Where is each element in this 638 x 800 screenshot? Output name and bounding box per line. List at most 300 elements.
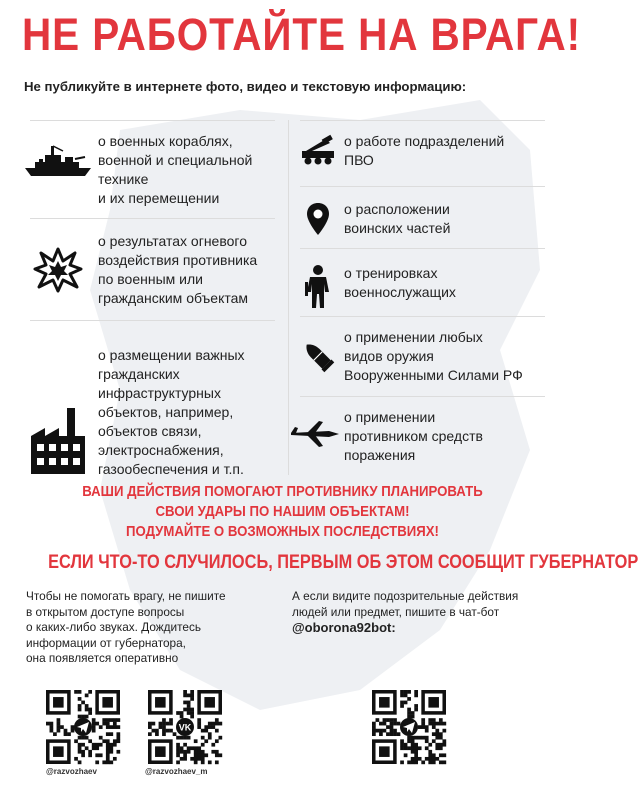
qr-module (176, 760, 180, 764)
qr-module (180, 711, 184, 715)
qr-module (390, 722, 394, 726)
qr-module (106, 757, 110, 761)
qr-module (180, 736, 184, 740)
qr-module (428, 753, 432, 757)
qr-module (442, 739, 446, 743)
qr-module (183, 750, 187, 754)
vk-glyph: VK (178, 722, 192, 733)
qr-module (376, 718, 380, 722)
item-text: о применении противником средств поражения (344, 409, 483, 463)
qr-module (411, 750, 415, 754)
qr-module (113, 718, 117, 722)
qr-module (201, 753, 205, 757)
qr-module (204, 739, 208, 743)
qr-module (425, 746, 429, 750)
qr-module (99, 736, 103, 740)
qr-module (208, 736, 212, 740)
qr-module (435, 746, 439, 750)
qr-finder-pattern (148, 739, 173, 764)
divider (30, 120, 275, 121)
qr-module (372, 725, 376, 729)
qr-module (435, 722, 439, 726)
qr-module (173, 732, 177, 736)
qr-module (404, 753, 408, 757)
qr-module (116, 718, 120, 722)
item-text: о военных кораблях, военной и специальной технике и их перемещении (98, 133, 253, 206)
qr-code-telegram[interactable] (46, 690, 120, 764)
qr-module (201, 757, 205, 761)
qr-module (414, 736, 418, 740)
qr-module (439, 743, 443, 747)
qr-module (71, 729, 75, 733)
qr-module (190, 757, 194, 761)
qr-module (393, 722, 397, 726)
qr-module (148, 725, 152, 729)
qr-module (425, 729, 429, 733)
qr-module (85, 708, 89, 712)
qr-module (425, 739, 429, 743)
qr-module (425, 736, 429, 740)
qr-module (162, 725, 166, 729)
qr-module (407, 746, 411, 750)
qr-module (113, 722, 117, 726)
qr-module (215, 718, 219, 722)
warning-line-3: ПОДУМАЙТЕ О ВОЗМОЖНЫХ ПОСЛЕДСТВИЯХ! (126, 523, 439, 540)
item-text: о работе подразделений ПВО (344, 133, 505, 168)
qr-caption: @razvozhaev_m (145, 767, 208, 776)
qr-module (190, 690, 194, 694)
qr-module (187, 701, 191, 705)
qr-module (421, 736, 425, 740)
qr-module (418, 746, 422, 750)
qr-caption: @razvozhaev (46, 767, 97, 776)
qr-module (148, 732, 152, 736)
qr-module (176, 746, 180, 750)
qr-module (190, 694, 194, 698)
qr-module (106, 718, 110, 722)
qr-module (74, 757, 78, 761)
qr-module (208, 760, 212, 764)
qr-module (204, 753, 208, 757)
qr-module (106, 739, 110, 743)
air-defense-icon (294, 132, 342, 168)
qr-module (411, 757, 415, 761)
qr-module (390, 732, 394, 736)
qr-module (383, 722, 387, 726)
subtitle: Не публикуйте в интернете фото, видео и текстовую информацию: (24, 79, 467, 94)
qr-module (155, 729, 159, 733)
qr-module (414, 757, 418, 761)
qr-module (432, 757, 436, 761)
qr-module (106, 750, 110, 754)
qr-module (88, 739, 92, 743)
qr-module (428, 750, 432, 754)
qr-module (372, 732, 376, 736)
qr-module (99, 743, 103, 747)
qr-module (407, 690, 411, 694)
qr-module (78, 704, 82, 708)
qr-module (148, 722, 152, 726)
qr-module (400, 694, 404, 698)
qr-module (390, 729, 394, 733)
qr-module (197, 746, 201, 750)
qr-module (379, 732, 383, 736)
qr-module (106, 732, 110, 736)
qr-module (418, 736, 422, 740)
qr-module (92, 729, 96, 733)
qr-module (400, 704, 404, 708)
list-item-warships (22, 132, 278, 208)
divider (300, 186, 545, 187)
qr-module (78, 746, 82, 750)
qr-module (208, 732, 212, 736)
qr-module (92, 722, 96, 726)
qr-module (116, 750, 120, 754)
qr-module (187, 746, 191, 750)
qr-module (397, 722, 401, 726)
list-item-infrastructure (22, 346, 283, 479)
qr-module (74, 739, 78, 743)
qr-module (215, 750, 219, 754)
item-text: о расположении воинских частей (344, 201, 451, 236)
qr-module (53, 732, 57, 736)
qr-module (439, 732, 443, 736)
qr-module (109, 718, 113, 722)
qr-module (197, 725, 201, 729)
divider (300, 248, 545, 249)
qr-module (78, 750, 82, 754)
qr-finder-pattern (197, 690, 222, 715)
qr-module (439, 722, 443, 726)
qr-module (159, 725, 163, 729)
qr-finder-pattern (372, 739, 397, 764)
qr-module (414, 750, 418, 754)
qr-module (411, 715, 415, 719)
qr-module (414, 746, 418, 750)
warning-line-2: СВОИ УДАРЫ ПО НАШИМ ОБЪЕКТАМ! (155, 503, 410, 520)
qr-module (404, 743, 408, 747)
qr-module (187, 694, 191, 698)
qr-module (162, 732, 166, 736)
qr-module (411, 743, 415, 747)
qr-module (78, 760, 82, 764)
qr-module (88, 753, 92, 757)
qr-module (414, 743, 418, 747)
qr-module (421, 718, 425, 722)
qr-module (400, 743, 404, 747)
qr-module (106, 725, 110, 729)
item-text: о результатах огневого воздействия противника по военным или гражданским объектам (98, 233, 258, 306)
qr-module (215, 722, 219, 726)
list-item-unit-locations (294, 200, 544, 238)
qr-module (99, 725, 103, 729)
qr-module (439, 736, 443, 740)
qr-module (92, 743, 96, 747)
qr-module (187, 750, 191, 754)
qr-module (418, 725, 422, 729)
qr-module (106, 760, 110, 764)
qr-module (204, 725, 208, 729)
qr-module (197, 718, 201, 722)
qr-module (180, 715, 184, 719)
qr-module (64, 732, 68, 736)
qr-module (400, 746, 404, 750)
divider (300, 396, 545, 397)
qr-module (116, 739, 120, 743)
qr-module (372, 722, 376, 726)
warning-line-1: ВАШИ ДЕЙСТВИЯ ПОМОГАЮТ ПРОТИВНИКУ ПЛАНИРОВАТЬ (82, 483, 483, 500)
qr-finder-pattern (46, 739, 71, 764)
qr-module (428, 757, 432, 761)
qr-module (383, 718, 387, 722)
list-item-air-defense (294, 132, 544, 170)
qr-module (92, 718, 96, 722)
qr-module (432, 718, 436, 722)
qr-module (88, 690, 92, 694)
qr-module (411, 736, 415, 740)
qr-module (421, 725, 425, 729)
qr-module (194, 746, 198, 750)
qr-module (400, 690, 404, 694)
qr-module (379, 729, 383, 733)
qr-module (183, 757, 187, 761)
qr-module (407, 760, 411, 764)
qr-module (425, 725, 429, 729)
qr-module (176, 736, 180, 740)
qr-module (414, 760, 418, 764)
qr-module (404, 746, 408, 750)
qr-module (432, 753, 436, 757)
qr-module (92, 746, 96, 750)
qr-module (404, 690, 408, 694)
qr-module (197, 757, 201, 761)
qr-module (390, 725, 394, 729)
qr-finder-pattern (421, 690, 446, 715)
qr-module (183, 753, 187, 757)
qr-module (383, 729, 387, 733)
location-pin-icon (294, 200, 342, 238)
qr-module (411, 746, 415, 750)
qr-module (113, 725, 117, 729)
qr-module (85, 736, 89, 740)
qr-module (57, 722, 61, 726)
qr-module (400, 760, 404, 764)
qr-module (95, 760, 99, 764)
qr-module (201, 743, 205, 747)
governor-banner: ЕСЛИ ЧТО-ТО СЛУЧИЛОСЬ, ПЕРВЫМ ОБ ЭТОМ СООБЩИТ ГУБЕРНАТОР (48, 552, 638, 573)
qr-code-chatbot[interactable] (372, 690, 446, 764)
qr-module (116, 732, 120, 736)
qr-module (211, 722, 215, 726)
qr-module (50, 729, 54, 733)
divider (30, 218, 275, 219)
qr-module (71, 725, 75, 729)
qr-module (169, 718, 173, 722)
qr-module (442, 743, 446, 747)
qr-module (187, 711, 191, 715)
qr-module (432, 732, 436, 736)
qr-module (372, 729, 376, 733)
qr-module (106, 753, 110, 757)
divider (30, 320, 275, 321)
qr-module (435, 757, 439, 761)
qr-finder-pattern (148, 690, 173, 715)
qr-module (432, 725, 436, 729)
right-paragraph: А если видите подозрительные действия людей или предмет, пишите в чат-бот @oborona92bot: (292, 589, 557, 636)
qr-module (439, 718, 443, 722)
qr-module (400, 701, 404, 705)
qr-module (215, 760, 219, 764)
soldier-icon (294, 264, 342, 310)
qr-module (113, 757, 117, 761)
qr-code-vk[interactable] (148, 690, 222, 764)
qr-module (208, 722, 212, 726)
list-item-enemy-means (288, 408, 544, 465)
qr-module (81, 736, 85, 740)
list-item-weapons (294, 328, 554, 385)
qr-module (411, 760, 415, 764)
qr-module (176, 753, 180, 757)
qr-module (201, 750, 205, 754)
qr-module (197, 722, 201, 726)
qr-module (376, 729, 380, 733)
qr-module (194, 750, 198, 754)
qr-module (152, 729, 156, 733)
qr-module (183, 743, 187, 747)
qr-module (407, 708, 411, 712)
divider (300, 316, 545, 317)
qr-module (414, 708, 418, 712)
qr-module (152, 722, 156, 726)
qr-module (95, 746, 99, 750)
qr-module (99, 753, 103, 757)
qr-module (435, 736, 439, 740)
qr-module (428, 718, 432, 722)
qr-module (60, 725, 64, 729)
divider (300, 120, 545, 121)
item-text: о тренировках военнослужащих (344, 265, 456, 300)
item-text: о применении любых видов оружия Вооруженными Силами РФ (344, 329, 523, 383)
drone-icon (288, 414, 342, 454)
qr-module (183, 690, 187, 694)
qr-module (211, 725, 215, 729)
qr-module (407, 697, 411, 701)
qr-module (204, 729, 208, 733)
qr-module (190, 708, 194, 712)
qr-module (78, 715, 82, 719)
qr-module (57, 718, 61, 722)
qr-module (67, 732, 71, 736)
qr-module (390, 718, 394, 722)
qr-module (109, 750, 113, 754)
qr-module (106, 743, 110, 747)
qr-module (78, 743, 82, 747)
qr-module (442, 722, 446, 726)
qr-module (57, 729, 61, 733)
qr-module (414, 753, 418, 757)
qr-module (404, 701, 408, 705)
qr-module (85, 746, 89, 750)
qr-module (166, 729, 170, 733)
qr-module (81, 753, 85, 757)
qr-module (162, 718, 166, 722)
qr-module (176, 750, 180, 754)
qr-module (50, 722, 54, 726)
qr-module (386, 718, 390, 722)
qr-module (78, 708, 82, 712)
qr-module (218, 736, 222, 740)
qr-module (393, 718, 397, 722)
qr-module (211, 750, 215, 754)
qr-module (187, 736, 191, 740)
qr-finder-pattern (46, 690, 71, 715)
qr-module (190, 711, 194, 715)
qr-module (85, 704, 89, 708)
qr-module (95, 722, 99, 726)
qr-module (102, 760, 106, 764)
qr-module (109, 746, 113, 750)
qr-module (190, 715, 194, 719)
qr-module (190, 746, 194, 750)
qr-module (78, 697, 82, 701)
factory-icon (22, 346, 94, 476)
qr-module (109, 743, 113, 747)
qr-module (421, 722, 425, 726)
qr-finder-pattern (372, 690, 397, 715)
qr-module (57, 725, 61, 729)
qr-module (414, 690, 418, 694)
qr-module (393, 732, 397, 736)
qr-module (201, 729, 205, 733)
qr-module (435, 743, 439, 747)
qr-module (183, 736, 187, 740)
qr-module (88, 711, 92, 715)
page-title: НЕ РАБОТАЙТЕ НА ВРАГА! (22, 9, 582, 60)
qr-module (411, 739, 415, 743)
qr-module (81, 743, 85, 747)
qr-module (218, 753, 222, 757)
bot-handle-link[interactable]: @oborona92bot: (292, 620, 396, 635)
qr-module (169, 722, 173, 726)
qr-module (183, 708, 187, 712)
qr-module (411, 711, 415, 715)
qr-module (215, 753, 219, 757)
qr-module (211, 743, 215, 747)
warship-icon (22, 137, 94, 182)
qr-module (109, 760, 113, 764)
qr-module (113, 739, 117, 743)
qr-module (74, 690, 78, 694)
qr-module (194, 753, 198, 757)
qr-module (432, 760, 436, 764)
qr-module (187, 708, 191, 712)
qr-module (435, 732, 439, 736)
qr-module (407, 736, 411, 740)
qr-module (187, 704, 191, 708)
qr-module (414, 694, 418, 698)
qr-module (197, 753, 201, 757)
qr-module (102, 722, 106, 726)
item-text: о размещении важных гражданских инфраструктурных объектов, например, объектов связи, электроснабжения, газообеспечения и т.п. (98, 347, 245, 477)
qr-module (194, 760, 198, 764)
qr-module (116, 736, 120, 740)
qr-module (197, 750, 201, 754)
qr-module (400, 739, 404, 743)
qr-module (95, 753, 99, 757)
qr-module (106, 746, 110, 750)
qr-module (190, 697, 194, 701)
qr-module (113, 743, 117, 747)
